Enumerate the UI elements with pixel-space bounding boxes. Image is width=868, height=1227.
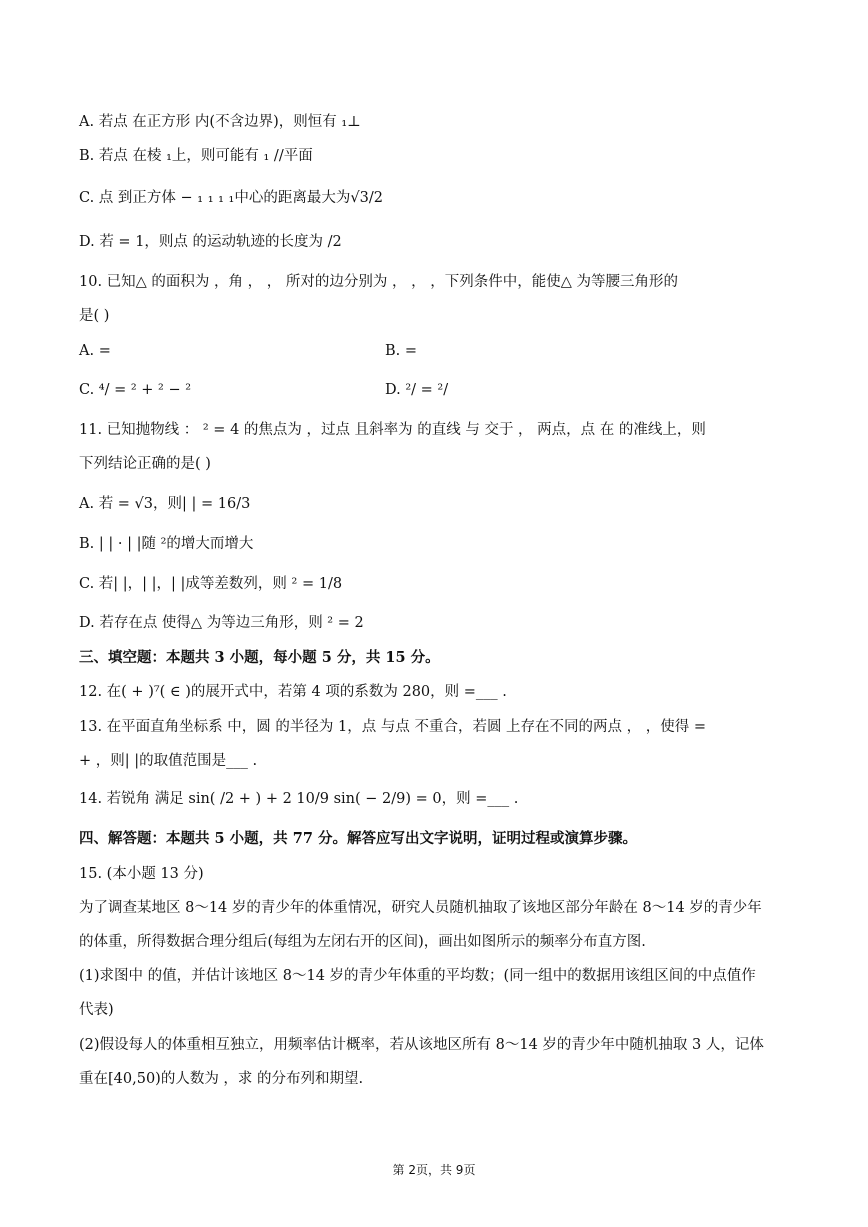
question-13-cont: + ，则| |的取值范围是___ . xyxy=(79,753,258,769)
option-10c: C. ⁴/ = ² + ² − ² xyxy=(79,382,192,398)
option-10a: A. = xyxy=(79,343,111,359)
question-14: 14. 若锐角 满足 sin( /2 + ) + 2 10/9 sin( − 2/9) = 0，则 =___ . xyxy=(79,791,519,807)
section-3-heading: 三、填空题：本题共 3 小题，每小题 5 分，共 15 分。 xyxy=(79,649,440,666)
option-11b: B. | | · | |随 ²的增大而增大 xyxy=(79,536,254,552)
question-11-stem: 11. 已知抛物线 ： ² = 4 的焦点为 ，过点 且斜率为 的直线 与 交于 ， 两点，点 在 的准线上，则 xyxy=(79,422,706,438)
option-9d: D. 若 = 1，则点 的运动轨迹的长度为 /2 xyxy=(79,234,342,250)
question-15-body-1: 为了调查某地区 8～14 岁的青少年的体重情况，研究人员随机抽取了该地区部分年龄在 8～14 岁的青少年 xyxy=(79,900,762,916)
page-footer: 第 2页，共 9页 xyxy=(392,1163,476,1177)
section-4-heading: 四、解答题：本题共 5 小题，共 77 分。解答应写出文字说明，证明过程或演算步骤。 xyxy=(79,830,637,847)
option-11d: D. 若存在点 使得△ 为等边三角形，则 ² = 2 xyxy=(79,615,364,631)
option-9a: A. 若点 在正方形 内(不含边界)，则恒有 ₁⊥ xyxy=(79,114,361,130)
question-13: 13. 在平面直角坐标系 中，圆 的半径为 1，点 与点 不重合，若圆 上存在不同的两点 ， ，使得 = xyxy=(79,719,707,735)
question-15-part-1: (1)求图中 的值，并估计该地区 8～14 岁的青少年体重的平均数；(同一组中的数据用该组区间的中点值作 xyxy=(79,968,756,984)
option-11c: C. 若| |，| |，| |成等差数列，则 ² = 1/8 xyxy=(79,576,343,592)
question-15-body-2: 的体重，所得数据合理分组后(每组为左闭右开的区间)，画出如图所示的频率分布直方图. xyxy=(79,934,646,950)
question-10-stem-cont: 是( ) xyxy=(79,308,110,324)
question-11-stem-cont: 下列结论正确的是( ) xyxy=(79,456,211,472)
question-15-title: 15. (本小题 13 分) xyxy=(79,866,204,882)
question-12: 12. 在( + )⁷( ∈ )的展开式中，若第 4 项的系数为 280，则 =___ . xyxy=(79,684,507,700)
option-11a: A. 若 = √3，则| | = 16/3 xyxy=(79,496,251,512)
option-9c: C. 点 到正方体 − ₁ ₁ ₁ ₁中心的距离最大为√3/2 xyxy=(79,190,383,206)
question-15-part-2-cont: 重在[40,50)的人数为 ，求 的分布列和期望. xyxy=(79,1071,364,1087)
question-15-part-2: (2)假设每人的体重相互独立，用频率估计概率，若从该地区所有 8～14 岁的青少年中随机抽取 3 人，记体 xyxy=(79,1037,764,1053)
question-15-part-1-cont: 代表) xyxy=(79,1002,114,1018)
option-10d: D. ²/ = ²/ xyxy=(385,382,449,398)
option-9b: B. 若点 在棱 ₁上，则可能有 ₁ //平面 xyxy=(79,148,313,164)
option-10b: B. = xyxy=(385,343,418,359)
question-10-stem: 10. 已知△ 的面积为 ，角 ， ， 所对的边分别为 ， ， ，下列条件中，能使△ 为等腰三角形的 xyxy=(79,274,678,290)
